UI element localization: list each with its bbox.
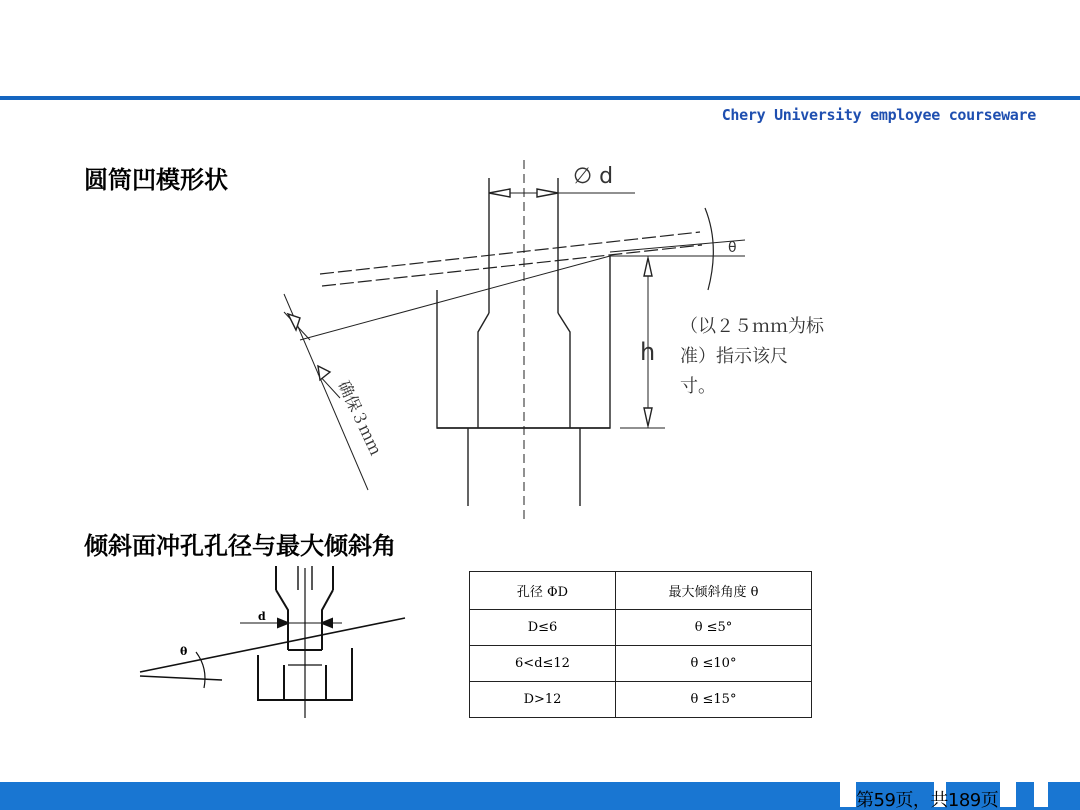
table-cell: D≤6 [470, 610, 616, 646]
page-indicator: 第59页，共189页 [856, 790, 999, 810]
ensure-3mm-label: 确保３ｍｍ [334, 377, 386, 459]
theta-label: θ [180, 645, 188, 658]
note-line-2: 准）指示该尺 [680, 346, 788, 367]
footer-gap [840, 777, 856, 807]
section-title-inclined-punch: 倾斜面冲孔孔径与最大倾斜角 [84, 532, 396, 560]
table-header: 孔径 ΦD [470, 572, 616, 610]
footer-gap [1034, 777, 1048, 807]
note-line-1: （以２５ｍｍ为标 [680, 316, 824, 337]
table-row [470, 610, 812, 646]
courseware-label: Chery University employee courseware [721, 106, 1036, 124]
footer-gap [1000, 777, 1016, 807]
inclined-punch-diagram [140, 566, 405, 718]
table-header: 最大倾斜角度 θ [616, 572, 812, 610]
table-header-row [470, 572, 812, 610]
inclination-table [469, 571, 812, 718]
table-row [470, 646, 812, 682]
angle-label: θ [728, 240, 737, 256]
table-row [470, 682, 812, 718]
note-line-3: 寸。 [680, 376, 716, 397]
table-cell: θ ≤5° [616, 610, 812, 646]
table-cell: θ ≤15° [616, 682, 812, 718]
footer-notch [0, 777, 124, 782]
d-label: d [258, 610, 266, 623]
section-title-cylinder-die: 圆筒凹模形状 [84, 166, 228, 194]
table-cell: θ ≤10° [616, 646, 812, 682]
table-cell: 6<d≤12 [470, 646, 616, 682]
height-label: h [640, 338, 656, 366]
table-cell: D>12 [470, 682, 616, 718]
cylinder-die-diagram [284, 160, 745, 520]
diameter-label: ∅ d [573, 164, 614, 189]
